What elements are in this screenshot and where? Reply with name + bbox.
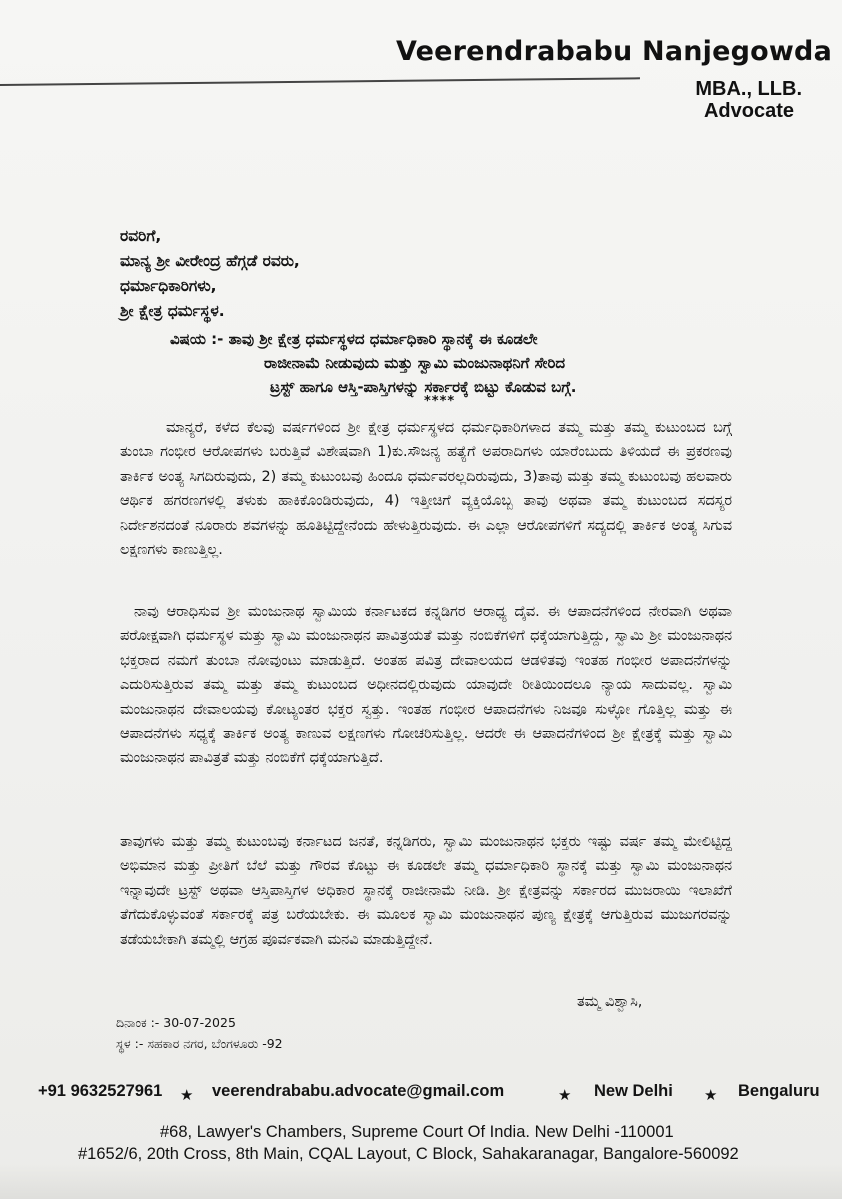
letterhead-rule [0,77,640,86]
addressee-line: ರವರಿಗೆ, [120,227,162,245]
star-icon: ★ [558,1086,572,1104]
signoff: ತಮ್ಮ ವಿಶ್ವಾಸಿ, [577,994,643,1010]
subject-line-1: ವಿಷಯ :- ತಾವು ಶ್ರೀ ಕ್ಷೇತ್ರ ಧರ್ಮಸ್ಥಳದ ಧರ್ಮಾಧಿಕಾರಿ ಸ್ಥಾನಕ್ಕೆ ಈ ಕೂಡಲೇ [170,330,538,348]
page-shadow [0,1163,842,1199]
subject-line-2: ರಾಜೀನಾಮೆ ನೀಡುವುದು ಮತ್ತು ಸ್ವಾಮಿ ಮಂಜುನಾಥನಿಗೆ ಸೇರಿದ [264,354,566,372]
subject-separator: **** [424,394,456,409]
addressee-line: ಶ್ರೀ ಕ್ಷೇತ್ರ ಧರ್ಮಸ್ಥಳ. [120,302,225,320]
footer-contact-bar [0,1082,842,1122]
body-paragraph-1 [120,416,732,562]
subject-line-3: ಟ್ರಸ್ಟ್ ಹಾಗೂ ಆಸ್ತಿ-ಪಾಸ್ತಿಗಳನ್ನು ಸರ್ಕಾರಕ್ಕೆ ಬಿಟ್ಟು ಕೊಡುವ ಬಗ್ಗೆ. [270,378,577,396]
body-paragraph-3 [120,830,732,952]
star-icon: ★ [704,1086,718,1104]
paragraph-text: ನಾವು ಆರಾಧಿಸುವ ಶ್ರೀ ಮಂಜುನಾಥ ಸ್ವಾಮಿಯ ಕರ್ನಾಟಕದ ಕನ್ನಡಿಗರ ಆರಾಧ್ಯ ದೈವ. ಈ ಆಪಾದನೆಗಳಿಂದ ನೇರವಾಗಿ ಅಥವಾ ಪರೋಕ್ಷವಾಗಿ ಧರ್ಮಸ್ಥಳ ಮತ್ತು ಸ್ವಾಮಿ ಮಂಜುನಾಥನ ಪಾವಿತ್ರಯತೆ ಮತ್ತು ನಂಬಿಕೆಗಳಿಗೆ ಧಕ್ಕೆಯಾಗುತ್ತಿದ್ದು, ಸ್ವಾಮಿ ಶ್ರೀ ಮಂಜುನಾಥನ ಭಕ್ತರಾದ ನಮಗೆ ತುಂಬಾ ನೋವುಂಟು ಮಾಡುತ್ತಿದೆ. ಅಂತಹ ಪವಿತ್ರ ದೇವಾಲಯದ ಆಡಳಿತವು ಇಂತಹ ಗಂಭೀರ ಅಪಾದನೆಗಳನ್ನು ಎದುರಿಸುತ್ತಿರುವ ತಮ್ಮ ಮತ್ತು ತಮ್ಮ ಕುಟುಂಬದ ಅಧೀನದಲ್ಲಿರುವುದು ಯಾವುದೇ ರೀತಿಯಿಂದಲೂ ನ್ಯಾಯ ಸಾದುವಲ್ಲ. ಸ್ವಾಮಿ ಮಂಜುನಾಥನ ದೇವಾಲಯವು ಕೋಟ್ಯಂತರ ಭಕ್ತರ ಸ್ವತ್ತು. ಇಂತಹ ಗಂಭೀರ ಆಪಾದನೆಗಳು ನಿಜವೂ ಸುಳ್ಳೋ ಗೊತ್ತಿಲ್ಲ ಮತ್ತು ಈ ಆಪಾದನೆಗಳು ಸಧ್ಯಕ್ಕೆ ತಾರ್ಕಿಕ ಅಂತ್ಯ ಕಾಣುವ ಲಕ್ಷಣಗಳು ಗೋಚರಿಸುತ್ತಿಲ್ಲ. ಆದರೇ ಈ ಆಪಾದನೆಗಳಿಂದ ಶ್ರೀ ಕ್ಷೇತ್ರಕ್ಕೆ ಮತ್ತು ಸ್ವಾಮಿ ಮಂಜುನಾಥನ ಪಾವಿತ್ರತೆ ಮತ್ತು ನಂಬಿಕೆಗೆ ಧಕ್ಕೆಯಾಗುತ್ತಿದೆ. [120,604,732,767]
footer-city-delhi: New Delhi [594,1082,673,1100]
body-paragraph-2 [120,600,732,771]
letterhead-qualifications: MBA., LLB. [695,78,802,100]
addressee-block [120,224,300,324]
paragraph-text: ಮಾನ್ಯರೆ, ಕಳೆದ ಕೆಲವು ವರ್ಷಗಳಿಂದ ಶ್ರೀ ಕ್ಷೇತ್ರ ಧರ್ಮಸ್ಥಳದ ಧರ್ಮಧಿಕಾರಿಗಳಾದ ತಮ್ಮ ಮತ್ತು ತಮ್ಮ ಕುಟುಂಬದ ಬಗ್ಗೆ ತುಂಬಾ ಗಂಭೀರ ಆರೋಪಗಳು ಬರುತ್ತಿವೆ ವಿಶೇಷವಾಗಿ 1)ಕು.ಸೌಜನ್ಯ ಹತ್ಯೆಗೆ ಅಪರಾದಿಗಳು ಯಾರೆಂಬುದು ತಿಳಿಯದೆ ಈ ಪ್ರಕರಣವು ತಾರ್ಕಿಕ ಅಂತ್ಯ ಸಿಗದಿರುವುದು, 2) ತಮ್ಮ ಕುಟುಂಬವು ಹಿಂದೂ ಧರ್ಮವರಲ್ಲದಿರುವುದು, 3)ತಾವು ಮತ್ತು ತಮ್ಮ ಕುಟುಂಬವು ಹಲವಾರು ಆರ್ಥಿಕ ಹಗರಣಗಳಲ್ಲಿ ತಳುಕು ಹಾಕಿಕೊಂಡಿರುವುದು, 4) ಇತ್ತೀಚಿಗೆ ವ್ಯಕ್ತಿಯೊಬ್ಬ ತಾವು ಅಥವಾ ತಮ್ಮ ಕುಟುಂಬದ ಸದಸ್ಯರ ನಿರ್ದೇಶನದಂತೆ ನೂರಾರು ಶವಗಳನ್ನು ಹೂತಿಟ್ಟಿದ್ದೇನೆಂದು ಹೇಳುತ್ತಿರುವುದು. ಈ ಎಲ್ಲಾ ಆರೋಪಗಳಿಗೆ ಸದ್ಯದಲ್ಲಿ ತಾರ್ಕಿಕ ಅಂತ್ಯ ಸಿಗುವ ಲಕ್ಷಣಗಳು ಕಾಣುತ್ತಿಲ್ಲ. [120,420,732,559]
subject-block [170,327,577,399]
paragraph-text: ತಾವುಗಳು ಮತ್ತು ತಮ್ಮ ಕುಟುಂಬವು ಕರ್ನಾಟದ ಜನತೆ, ಕನ್ನಡಿಗರು, ಸ್ವಾಮಿ ಮಂಜುನಾಥನ ಭಕ್ತರು ಇಷ್ಟು ವರ್ಷ ತಮ್ಮ ಮೇಲಿಟ್ಟಿದ್ದ ಅಭಿಮಾನ ಮತ್ತು ಪ್ರೀತಿಗೆ ಬೆಲೆ ಮತ್ತು ಗೌರವ ಕೊಟ್ಟು ಈ ಕೂಡಲೇ ತಮ್ಮ ಧರ್ಮಾಧಿಕಾರಿ ಸ್ಥಾನಕ್ಕೆ ಮತ್ತು ಸ್ವಾಮಿ ಮಂಜುನಾಥನ ಇನ್ನಾವುದೇ ಟ್ರಸ್ಟ್ ಅಥವಾ ಆಸ್ತಿಪಾಸ್ತಿಗಳ ಅಧಿಕಾರ ಸ್ಥಾನಕ್ಕೆ ರಾಜೀನಾಮೆ ನೀಡಿ. ಶ್ರೀ ಕ್ಷೇತ್ರವನ್ನು ಸರ್ಕಾರದ ಮುಜರಾಯಿ ಇಲಾಖೆಗೆ ತೆಗೆದುಕೊಳ್ಳುವಂತೆ ಸರ್ಕಾರಕ್ಕೆ ಪತ್ರ ಬರೆಯಬೇಕು. ಈ ಮೂಲಕ ಸ್ವಾಮಿ ಮಂಜುನಾಥನ ಪುಣ್ಯ ಕ್ಷೇತ್ರಕ್ಕೆ ಆಗುತ್ತಿರುವ ಮುಜುಗರವನ್ನು ತಡೆಯಬೇಕಾಗಿ ತಮ್ಮಲ್ಲಿ ಆಗ್ರಹ ಪೂರ್ವಕವಾಗಿ ಮನವಿ ಮಾಡುತ್ತಿದ್ದೇನೆ. [120,834,732,948]
letter-place: ಸ್ಥಳ :- ಸಹಕಾರ ನಗರ, ಬೆಂಗಳೂರು -92 [116,1036,283,1051]
addressee-line: ಧರ್ಮಾಧಿಕಾರಿಗಳು, [120,277,217,295]
footer-city-bengaluru: Bengaluru [738,1082,820,1100]
addressee-line: ಮಾನ್ಯ ಶ್ರೀ ವೀರೇಂದ್ರ ಹೆಗ್ಗಡೆ ರವರು, [120,252,300,270]
footer-email: veerendrababu.advocate@gmail.com [212,1082,505,1100]
letterhead-name: Veerendrababu Nanjegowda [395,36,832,67]
footer-address-delhi: #68, Lawyer's Chambers, Supreme Court Of India. New Delhi -110001 [160,1123,674,1141]
letter-date: ದಿನಾಂಕ :- 30-07-2025 [116,1015,236,1030]
star-icon: ★ [180,1086,194,1104]
footer-phone: +91 9632527961 [38,1082,163,1100]
footer-address-bangalore: #1652/6, 20th Cross, 8th Main, CQAL Layout, C Block, Sahakaranagar, Bangalore-560092 [78,1145,739,1163]
letterhead-title: Advocate [703,100,794,122]
